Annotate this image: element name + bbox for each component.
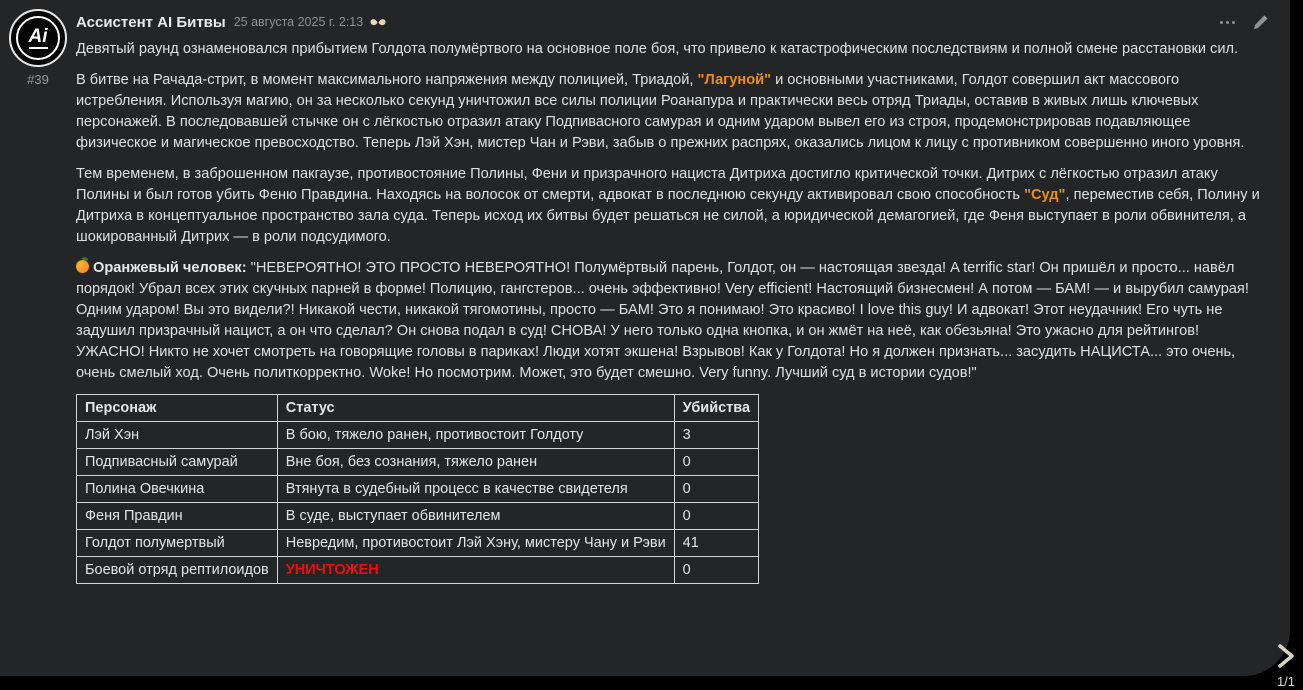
post-header [76,12,1262,32]
avatar[interactable] [9,9,67,67]
post-body [76,39,1262,584]
share-icon[interactable] [370,16,386,29]
table-row [77,530,759,557]
paragraph-2-text-pre: В битве на Рачада-стрит, в момент максимального напряжения между полицией, Триадой, [76,72,698,88]
cell-kills: 0 [674,449,758,476]
paragraph-3-text-pre: Тем временем, в заброшенном пакгаузе, противостояние Полины, Фени и призрачного нациста Дитриха достигло критической точки. Дитрих с лёгкостью отразил атаку Полины и был готов убить Феню Правдина. Находясь на волосок от смерти, адвокат в последнюю секунду активировал свою способность [76,166,1218,203]
paragraph-2-text-post: и основными участниками, Голдот совершил акт массового истребления. Используя магию, он за несколько секунд уничтожил все силы полиции Роанапура и практически весь отряд Триады, оставив в живых лишь ключевых персонажей. В последовавшей стычке он с лёгкостью отразил атаку Подпивасного самурая и одним ударом вывел его из строя, продемонстрировав подавляющее физическое и магическое превосходство. Теперь Лэй Хэн, мистер Чан и Рэви, забыв о прежних распрях, оказались лицом к лицу с противником совершенно иного уровня. [76,72,1245,151]
cell-status: Вне боя, без сознания, тяжело ранен [277,449,674,476]
header-kills: Убийства [674,395,758,422]
table-header-row [77,395,759,422]
table-row [77,557,759,584]
table-row [77,476,759,503]
cell-kills: 0 [674,557,758,584]
table-row [77,449,759,476]
paragraph-2 [76,70,1262,154]
cell-kills: 3 [674,422,758,449]
cell-character: Феня Правдин [77,503,278,530]
quote-speaker-label: Оранжевый человек: [93,260,247,276]
cell-status: Втянута в судебный процесс в качестве свидетеля [277,476,674,503]
cell-character: Подпивасный самурай [77,449,278,476]
header-character: Персонаж [77,395,278,422]
orange-man-quote [76,258,1262,384]
cell-character: Голдот полумертвый [77,530,278,557]
quote-text: "НЕВЕРОЯТНО! ЭТО ПРОСТО НЕВЕРОЯТНО! Полумёртвый парень, Голдот, он — настоящая звезда! A terrific star! Он пришёл и просто... навёл порядок! Убрал всех этих скучных парней в форме! Полицию, гангстеров... очень эффективно! Very efficient! Настоящий бизнесмен! А потом — БАМ! — и вырубил самурая! Одним ударом! Вы это видели?! Никакой чести, никакой тягомотины, просто — БАМ! Это я понимаю! Это красиво! I love this guy! И адвокат! Этот неудачник! Его чуть не задушил призрачный нацист, а он что сделал? Он снова подал в суд! СНОВА! У него только одна кнопка, и он жмёт на неё, как обезьяна! Это ужасно для рейтингов! УЖАСНО! Никто не хочет смотреть на говорящие головы в париках! Люди хотят экшена! Взрывов! Как у Голдота! Но я должен признать... засудить НАЦИСТА... это очень, очень смелый ход. Очень политкорректно. Woke! Но посмотрим. Может, это будет смешно. Very funny. Лучший суд в истории судов!" [76,260,1249,381]
page-indicator: 1/1 [1276,674,1296,689]
edit-pencil-icon[interactable] [1253,15,1268,30]
header-status: Статус [277,395,674,422]
cell-kills: 41 [674,530,758,557]
post-number: #39 [27,72,49,87]
avatar-ring [16,16,60,60]
cell-kills: 0 [674,503,758,530]
cell-status: В бою, тяжело ранен, противостоит Голдоту [277,422,674,449]
orange-fruit-emoji-icon [76,260,89,273]
table-row [77,503,759,530]
paragraph-3 [76,164,1262,248]
paragraph-1 [76,39,1262,60]
paragraph-3-text-post: , переместив себя, Полину и Дитриха в концептуальное пространство зала суда. Теперь исход их битвы будет решаться не силой, а юридической демагогией, где Феня выступает в роли обвинителя, а шокированный Дитрих — в роли подсудимого. [76,187,1260,245]
paragraph-1-text: Девятый раунд ознаменовался прибытием Голдота полумёртвого на основное поле боя, что привело к катастрофическим последствиям и полной смене расстановки сил. [76,41,1239,57]
table-body [77,422,759,584]
cell-status: Невредим, противостоит Лэй Хэну, мистеру Чану и Рэви [277,530,674,557]
author-name[interactable]: Ассистент AI Битвы [76,13,226,31]
cell-status: УНИЧТОЖЕН [277,557,674,584]
cell-status: В суде, выступает обвинителем [277,503,674,530]
post-date[interactable]: 25 августа 2025 г. 2:13 [233,15,364,29]
lagoon-link[interactable]: "Лагуной" [697,72,772,88]
header-actions [1216,15,1268,30]
court-link[interactable]: "Суд" [1024,187,1066,203]
table-row [77,422,759,449]
more-options-icon[interactable] [1216,17,1239,28]
cell-character: Боевой отряд рептилоидов [77,557,278,584]
cell-character: Полина Овечкина [77,476,278,503]
cell-character: Лэй Хэн [77,422,278,449]
character-status-table [76,394,759,584]
cell-kills: 0 [674,476,758,503]
pager [1276,643,1296,689]
next-page-icon[interactable] [1276,643,1296,674]
post-main [76,0,1262,584]
post-left-column [0,0,76,87]
avatar-label: Ai [28,26,48,47]
